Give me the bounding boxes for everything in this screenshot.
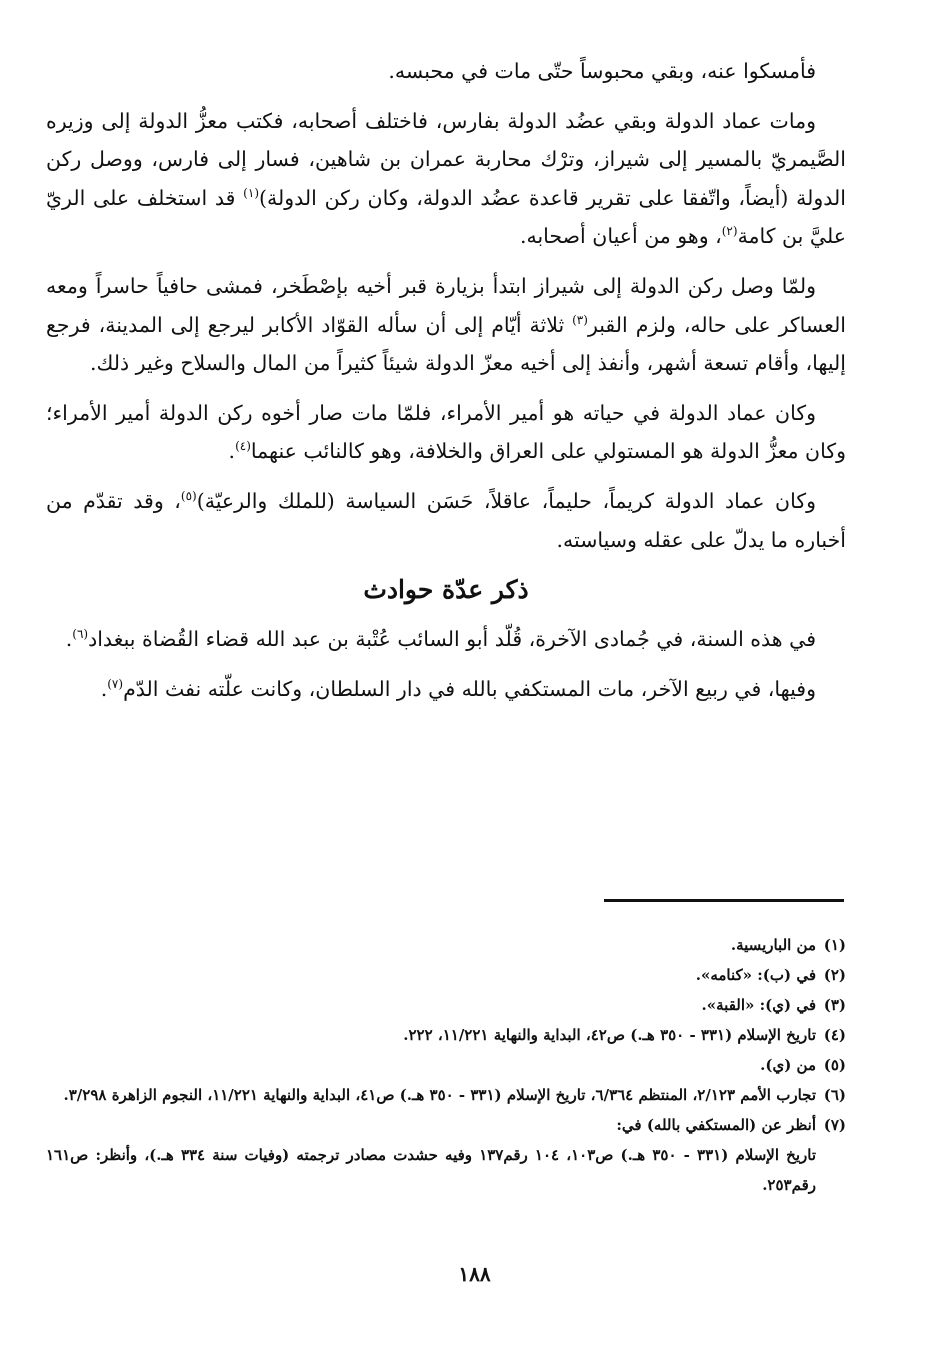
paragraph [46,394,846,471]
footnote-number: (٢) [823,966,846,984]
footnote-line: من (ي). [760,1056,816,1074]
text-segment: فأمسكوا عنه، وبقي محبوساً حتّى مات في محبسه. [388,59,816,83]
footnote-marker: (٣) [572,312,588,327]
footnote-marker: (١) [243,185,259,200]
footnote [46,930,846,960]
footnote-separator [604,899,844,902]
main-text-continued [46,620,846,708]
text-segment: . [65,627,73,652]
text-segment: وكان عماد الدولة كريماً، حليماً، عاقلاً، حَسَن السياسة (للملك والرعيّة) [196,488,816,513]
text-segment: ، وقد تقدّم من أخباره ما يدلّ على عقله وسياسته. [46,488,846,552]
paragraph [46,482,846,559]
footnote-text [46,960,816,990]
footnote-number: (٧) [823,1116,846,1134]
footnote-text [46,1020,816,1050]
footnote-line: من الباريسية. [730,936,816,954]
footnote-number: (٣) [823,996,846,1014]
footnote-text [46,1110,816,1200]
text-segment: ، وهو من أعيان أصحابه. [519,224,722,249]
text-segment: قد استخلف على الريّ عليَّ بن كامة [46,185,846,249]
footnote-marker: (٦) [72,627,89,642]
text-segment: . [100,676,108,701]
footnote-marker: (٤) [235,439,251,454]
footnote-marker: (٢) [721,224,738,239]
paragraph [46,620,846,659]
footnote-line: أنظر عن (المستكفي بالله) في: [616,1116,816,1134]
text-segment: في هذه السنة، في جُمادى الآخرة، قُلّد أبو السائب عُتْبة بن عبد الله قضاء القُضاة ببغداد [88,627,816,652]
text-segment: . [228,439,236,464]
text-segment: ومات عماد الدولة وبقي عضُد الدولة بفارس، فاختلف أصحابه، فكتب معزُّ الدولة إلى وزيره الصَّيمريّ بالمسير إلى شيراز، وترْك محاربة عمران بن شاهين، فسار إلى فارس، ووصل ركن الدولة (أيضاً، واتّفقا على تقرير قاعدة عضُد الدولة، وكان ركن الدولة) [46,108,846,210]
text-segment: وفيها، في ربيع الآخر، مات المستكفي بالله في دار السلطان، وكانت علّته نفث الدّم [123,676,816,701]
paragraph [46,267,846,383]
page-number: ١٨٨ [458,1262,491,1286]
paragraph [46,102,846,256]
footnote [46,1080,846,1110]
footnote [46,1110,846,1200]
footnotes [46,930,846,1200]
footnote [46,960,846,990]
footnote-line: في (ي): «القبة». [701,996,816,1014]
footnote-line: تاريخ الإسلام (٣٣١ - ٣٥٠ هـ.) ص٤٢، البداية والنهاية ١١/٢٢١، ٢٢٢. [403,1026,816,1044]
main-text [46,52,846,559]
footnote-line: في (ب): «كنامه». [695,966,816,984]
paragraph [46,52,846,91]
footnote-line: تاريخ الإسلام (٣٣١ - ٣٥٠ هـ.) ص١٠٣، ١٠٤ رقم١٣٧ وفيه حشدت مصادر ترجمته (وفيات سنة ٣٣٤ هـ.)، وأنظر: ص١٦١ رقم٢٥٣. [46,1146,816,1194]
section-title: ذكر عدّة حوادث [363,575,529,605]
page-body [46,52,846,719]
footnote-text [46,990,816,1020]
text-segment: ثلاثة أيّام إلى أن سأله القوّاد الأكابر ليرجع إلى المدينة، فرجع إليها، وأقام تسعة أشهر، وأنفذ إلى أخيه معزّ الدولة شيئاً كثيراً من المال والسلاح وغير ذلك. [46,312,846,376]
footnote-line: تجارب الأمم ٢/١٢٣، المنتظم ٦/٣٦٤، تاريخ الإسلام (٣٣١ - ٣٥٠ هـ.) ص٤١، البداية والنهاية ١١/٢٢١، النجوم الزاهرة ٣/٢٩٨. [63,1086,816,1104]
text-segment: ولمّا وصل ركن الدولة إلى شيراز ابتدأ بزيارة قبر أخيه بإصْطَخر، فمشى حافياً حاسراً ومعه العساكر على حاله، ولزم القبر [46,273,847,337]
footnote-number: (٤) [823,1026,846,1044]
footnote-text [46,1050,816,1080]
footnote-number: (١) [823,936,846,954]
footnote [46,1020,846,1050]
footnote-marker: (٧) [107,676,124,691]
footnote-number: (٦) [823,1086,846,1104]
footnote-marker: (٥) [180,489,197,504]
footnote [46,1050,846,1080]
text-segment: وكان عماد الدولة في حياته هو أمير الأمراء، فلمّا مات صار أخوه ركن الدولة أمير الأمراء؛ وكان معزُّ الدولة هو المستولي على العراق والخلافة، وهو كالنائب عنهما [46,400,846,464]
footnote [46,990,846,1020]
footnote-text [46,1080,816,1110]
footnote-text [46,930,816,960]
footnote-number: (٥) [823,1056,846,1074]
paragraph [46,670,846,709]
